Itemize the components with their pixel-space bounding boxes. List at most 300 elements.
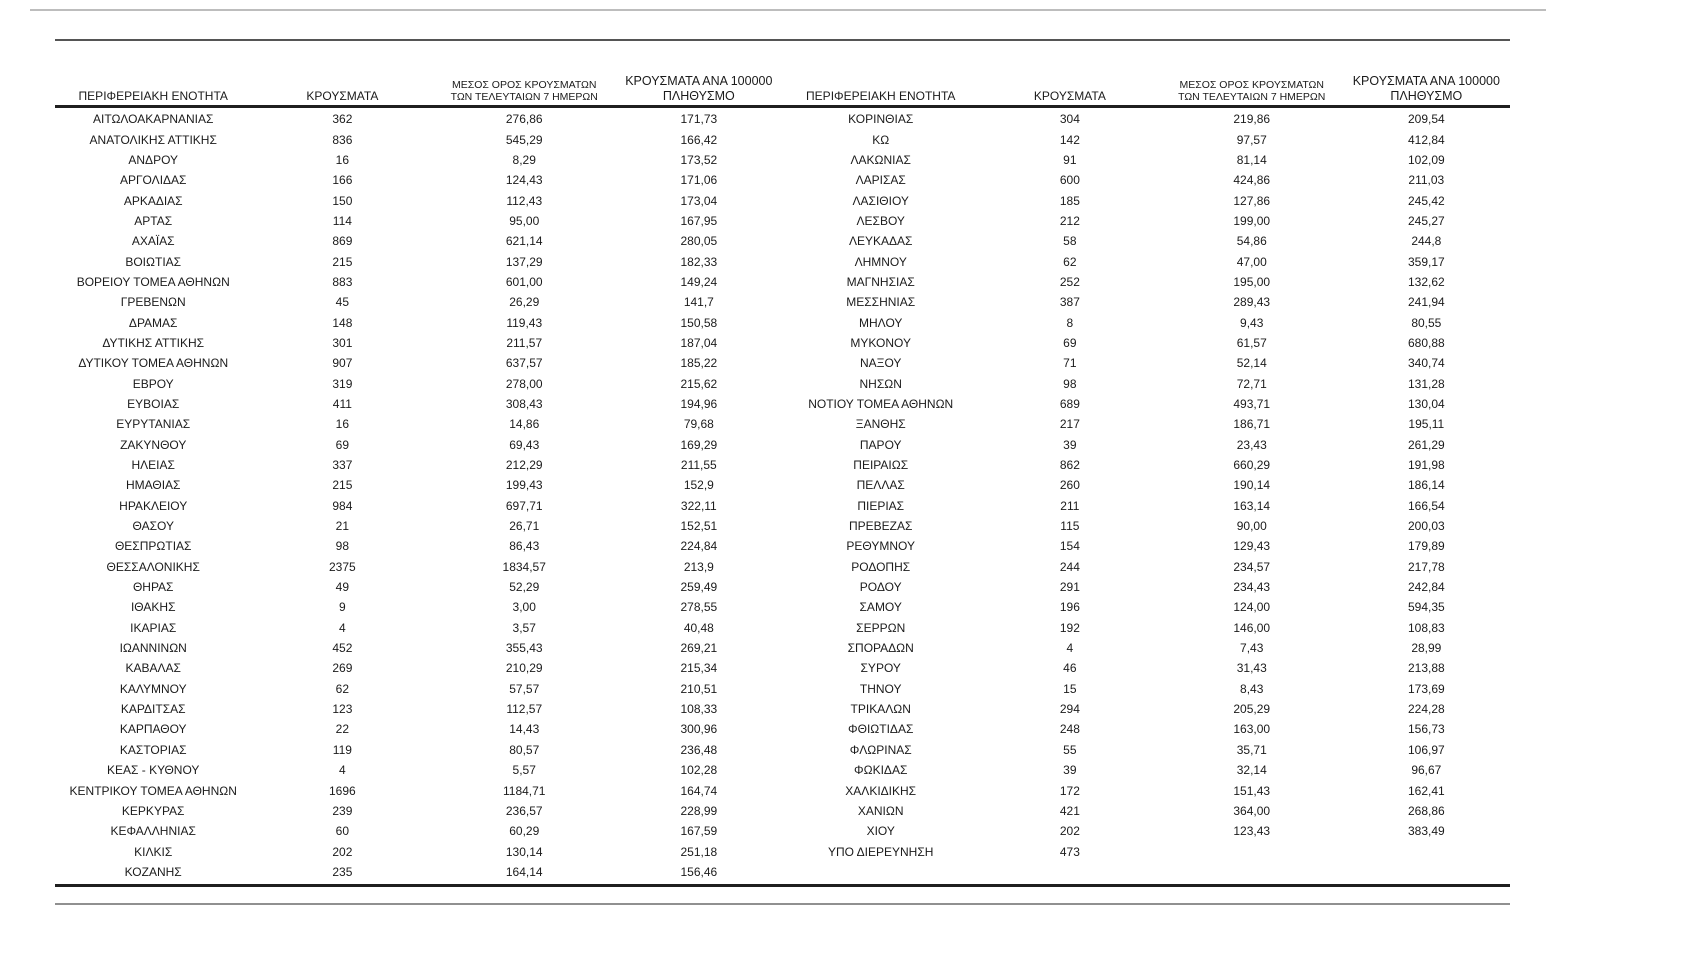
table-row	[783, 780, 1511, 800]
cases-value: 304	[1059, 112, 1080, 127]
avg7-value: 493,71	[1233, 396, 1271, 411]
region-name: ΚΕΝΤΡΙΚΟΥ ΤΟΜΕΑ ΑΘΗΝΩΝ	[69, 783, 237, 798]
region-name: ΚΟΡΙΝΘΙΑΣ	[848, 112, 914, 127]
region-name: ΞΑΝΘΗΣ	[855, 417, 906, 432]
per100k-value: 217,78	[1407, 559, 1445, 574]
per100k-value: 130,04	[1407, 396, 1445, 411]
per100k-value: 156,73	[1407, 722, 1445, 737]
cases-value: 69	[1063, 335, 1077, 350]
table-row	[783, 373, 1511, 393]
region-name: ΦΩΚΙΔΑΣ	[854, 763, 908, 778]
avg7-value: 61,57	[1236, 335, 1267, 350]
region-name: ΒΟΙΩΤΙΑΣ	[125, 254, 182, 269]
region-name: ΦΛΩΡΙΝΑΣ	[849, 742, 912, 757]
per100k-value: 173,52	[680, 152, 718, 167]
col-header-region: ΠΕΡΙΦΕΡΕΙΑΚΗ ΕΝΟΤΗΤΑ	[78, 89, 228, 103]
region-name: ΛΕΥΚΑΔΑΣ	[848, 234, 913, 249]
avg7-value: 31,43	[1236, 661, 1267, 676]
cases-value: 411	[332, 396, 352, 411]
cases-value: 39	[1063, 763, 1077, 778]
cases-value: 172	[1059, 783, 1080, 798]
avg7-value: 112,57	[506, 702, 543, 717]
cases-value: 387	[1059, 295, 1080, 310]
table-row	[783, 312, 1511, 332]
avg7-value: 199,43	[505, 478, 543, 493]
footer-divider	[55, 903, 1510, 905]
per100k-value: 141,7	[683, 295, 714, 310]
per100k-value: 186,14	[1407, 478, 1445, 493]
avg7-value: 164,14	[505, 864, 543, 879]
cases-value: 46	[1063, 661, 1077, 676]
cases-value: 166	[332, 173, 353, 188]
table-row	[55, 251, 783, 271]
per100k-value: 224,84	[680, 539, 718, 554]
table-row	[55, 740, 783, 760]
col-header-avg7	[1161, 79, 1343, 103]
avg7-value: 95,00	[509, 213, 540, 228]
cases-value: 211	[1060, 498, 1080, 513]
region-name: ΡΟΔΟΠΗΣ	[851, 559, 911, 574]
per100k-value: 412,84	[1407, 132, 1445, 147]
table-row	[783, 699, 1511, 719]
region-name: ΛΑΚΩΝΙΑΣ	[850, 152, 911, 167]
avg7-value: 86,43	[509, 539, 540, 554]
per100k-value: 96,67	[1411, 763, 1442, 778]
cases-value: 836	[332, 132, 353, 147]
cases-value: 4	[339, 763, 346, 778]
avg7-value: 1834,57	[502, 559, 546, 574]
avg7-value: 32,14	[1236, 763, 1267, 778]
table-row	[783, 170, 1511, 190]
region-name: ΜΗΛΟΥ	[859, 315, 903, 330]
region-name: ΠΕΛΛΑΣ	[856, 478, 905, 493]
per100k-value: 359,17	[1407, 254, 1445, 269]
region-name: ΑΝΔΡΟΥ	[128, 152, 179, 167]
per100k-value: 259,49	[680, 580, 718, 595]
table-row	[55, 679, 783, 699]
avg7-value: 278,00	[505, 376, 543, 391]
cases-value: 22	[335, 722, 350, 737]
region-name: ΓΡΕΒΕΝΩΝ	[120, 295, 186, 310]
per100k-value: 171,06	[680, 173, 718, 188]
table-row	[783, 719, 1511, 739]
region-name: ΗΡΑΚΛΕΙΟΥ	[119, 498, 188, 513]
table-row	[55, 862, 783, 882]
table-row	[783, 272, 1511, 292]
table-row	[783, 414, 1511, 434]
avg7-value: 3,57	[512, 620, 536, 635]
region-name: ΕΒΡΟΥ	[132, 376, 174, 391]
region-name: ΘΑΣΟΥ	[132, 519, 174, 534]
region-name: ΡΕΘΥΜΝΟΥ	[846, 539, 915, 554]
per100k-value: 383,49	[1407, 824, 1445, 839]
table-row	[783, 577, 1511, 597]
per100k-value: 215,34	[680, 661, 718, 676]
per100k-value: 80,55	[1411, 315, 1442, 330]
region-name: ΠΙΕΡΙΑΣ	[857, 498, 905, 513]
cases-value: 291	[1059, 580, 1080, 595]
region-name: ΚΑΡΠΑΘΟΥ	[119, 722, 187, 737]
avg7-value: 637,57	[505, 356, 543, 371]
cases-value: 337	[332, 458, 353, 473]
table-row	[55, 597, 783, 617]
regional-cases-table	[55, 52, 1510, 882]
per100k-value: 244,8	[1411, 234, 1442, 249]
table-row	[55, 821, 783, 841]
cases-value: 862	[1059, 458, 1080, 473]
table-row	[783, 658, 1511, 678]
avg7-value: 163,00	[1233, 722, 1271, 737]
region-name: ΑΡΚΑΔΙΑΣ	[123, 193, 183, 208]
cases-value: 71	[1063, 356, 1077, 371]
avg7-value: 90,00	[1236, 519, 1267, 534]
per100k-value: 213,88	[1407, 661, 1445, 676]
region-name: ΧΑΛΚΙΔΙΚΗΣ	[845, 783, 917, 798]
avg7-value: 54,86	[1236, 234, 1267, 249]
table-row	[783, 740, 1511, 760]
per100k-value: 167,95	[680, 213, 718, 228]
table-row	[55, 373, 783, 393]
table-row	[55, 435, 783, 455]
region-name: ΗΛΕΙΑΣ	[131, 458, 175, 473]
cases-value: 260	[1059, 478, 1080, 493]
table-row	[783, 435, 1511, 455]
region-name: ΚΙΛΚΙΣ	[134, 844, 173, 859]
avg7-value: 60,29	[509, 824, 540, 839]
cases-value: 421	[1059, 803, 1080, 818]
cases-value: 9	[339, 600, 346, 615]
cases-value: 244	[1059, 559, 1080, 574]
per100k-value: 173,04	[680, 193, 718, 208]
per100k-value: 209,54	[1407, 112, 1445, 127]
region-name: ΚΑΡΔΙΤΣΑΣ	[120, 702, 186, 717]
per100k-value: 156,46	[680, 864, 718, 879]
cases-value: 248	[1059, 722, 1080, 737]
per100k-value: 131,28	[1407, 376, 1445, 391]
per100k-value: 322,11	[680, 498, 717, 513]
table-row	[783, 333, 1511, 353]
per100k-value: 152,9	[683, 478, 714, 493]
per100k-value: 102,28	[680, 763, 718, 778]
per100k-value: 213,9	[683, 559, 714, 574]
avg7-value: 205,29	[1233, 702, 1271, 717]
avg7-value: 23,43	[1236, 437, 1267, 452]
region-name: ΔΥΤΙΚΟΥ ΤΟΜΕΑ ΑΘΗΝΩΝ	[78, 356, 229, 371]
table-row	[55, 760, 783, 780]
avg7-value: 137,29	[505, 254, 543, 269]
per100k-value: 680,88	[1407, 335, 1445, 350]
avg7-value: 424,86	[1233, 173, 1271, 188]
avg7-value: 545,29	[505, 132, 543, 147]
cases-value: 114	[332, 213, 352, 228]
avg7-value: 8,29	[512, 152, 536, 167]
cases-value: 869	[332, 234, 353, 249]
table-row	[783, 394, 1511, 414]
avg7-value: 129,43	[1233, 539, 1271, 554]
col-header-per100k-line1: ΚΡΟΥΣΜΑΤΑ ΑΝΑ 100000	[1352, 74, 1500, 88]
cases-value: 235	[332, 864, 353, 879]
per100k-value: 185,22	[680, 356, 718, 371]
table-row	[783, 251, 1511, 271]
avg7-value: 151,43	[1233, 783, 1271, 798]
table-row	[55, 618, 783, 638]
per100k-value: 171,73	[680, 112, 718, 127]
per100k-value: 200,03	[1407, 519, 1445, 534]
table-row	[55, 780, 783, 800]
table-left-half	[55, 52, 783, 882]
cases-value: 91	[1063, 152, 1077, 167]
per100k-value: 280,05	[680, 234, 718, 249]
region-name: ΜΥΚΟΝΟΥ	[850, 335, 911, 350]
per100k-value: 269,21	[680, 641, 718, 656]
table-body-left	[55, 105, 783, 882]
region-name: ΔΡΑΜΑΣ	[128, 315, 178, 330]
avg7-value: 52,14	[1236, 356, 1267, 371]
avg7-value: 289,43	[1233, 295, 1271, 310]
per100k-value: 166,54	[1407, 498, 1445, 513]
cases-value: 115	[1060, 519, 1080, 534]
region-name: ΣΕΡΡΩΝ	[856, 620, 906, 635]
cases-value: 362	[332, 112, 353, 127]
per100k-value: 245,42	[1407, 193, 1445, 208]
table-row	[55, 333, 783, 353]
region-name: ΕΥΒΟΙΑΣ	[127, 396, 180, 411]
table-row	[783, 841, 1511, 861]
cases-value: 239	[332, 803, 353, 818]
cases-value: 39	[1063, 437, 1077, 452]
region-name: ΚΑΒΑΛΑΣ	[125, 661, 181, 676]
avg7-value: 80,57	[509, 742, 540, 757]
per100k-value: 215,62	[680, 376, 718, 391]
cases-value: 185	[1059, 193, 1080, 208]
region-name: ΑΝΑΤΟΛΙΚΗΣ ΑΤΤΙΚΗΣ	[89, 132, 217, 147]
cases-value: 62	[335, 681, 350, 696]
cases-value: 45	[335, 295, 350, 310]
region-name: ΛΑΣΙΘΙΟΥ	[852, 193, 909, 208]
per100k-value: 162,41	[1407, 783, 1445, 798]
per100k-value: 241,94	[1407, 295, 1445, 310]
cases-value: 154	[1059, 539, 1080, 554]
cases-value: 473	[1059, 844, 1080, 859]
cases-value: 907	[332, 356, 353, 371]
per100k-value: 210,51	[680, 681, 718, 696]
avg7-value: 14,43	[509, 722, 540, 737]
per100k-value: 187,04	[680, 335, 718, 350]
avg7-value: 1184,71	[502, 783, 546, 798]
cases-value: 252	[1059, 274, 1080, 289]
region-name: ΕΥΡΥΤΑΝΙΑΣ	[116, 417, 191, 432]
cases-value: 319	[332, 376, 353, 391]
avg7-value: 52,29	[509, 580, 540, 595]
per100k-value: 195,11	[1408, 417, 1445, 432]
avg7-value: 72,71	[1236, 376, 1267, 391]
avg7-value: 697,71	[505, 498, 543, 513]
region-name: ΣΠΟΡΑΔΩΝ	[847, 641, 914, 656]
avg7-value: 234,57	[1233, 559, 1271, 574]
cases-value: 62	[1063, 254, 1077, 269]
region-name: ΜΑΓΝΗΣΙΑΣ	[846, 274, 915, 289]
region-name: ΘΕΣΣΑΛΟΝΙΚΗΣ	[106, 559, 200, 574]
table-row	[55, 150, 783, 170]
per100k-value: 150,58	[680, 315, 718, 330]
avg7-value: 621,14	[505, 234, 543, 249]
region-name: ΠΡΕΒΕΖΑΣ	[848, 519, 913, 534]
col-header-per100k-line2: ΠΛΗΘΥΣΜΟ	[662, 88, 735, 103]
table-right-half	[783, 52, 1511, 882]
avg7-value: 119,43	[506, 315, 543, 330]
table-row	[55, 496, 783, 516]
cases-value: 119	[332, 742, 352, 757]
per100k-value: 194,96	[680, 396, 718, 411]
table-row	[783, 679, 1511, 699]
table-row	[55, 312, 783, 332]
table-row	[55, 699, 783, 719]
cases-value: 49	[335, 580, 350, 595]
region-name: ΚΕΦΑΛΛΗΝΙΑΣ	[110, 824, 196, 839]
per100k-value: 268,86	[1407, 803, 1445, 818]
cases-value: 217	[1059, 417, 1080, 432]
cases-value: 600	[1059, 173, 1080, 188]
avg7-value: 186,71	[1233, 417, 1271, 432]
per100k-value: 300,96	[680, 722, 718, 737]
per100k-value: 228,99	[680, 803, 718, 818]
table-row	[783, 353, 1511, 373]
per100k-value: 245,27	[1407, 213, 1445, 228]
per100k-value: 594,35	[1407, 600, 1445, 615]
cases-value: 8	[1066, 315, 1074, 330]
table-row	[55, 414, 783, 434]
avg7-value: 660,29	[1233, 458, 1271, 473]
region-name: ΑΡΤΑΣ	[134, 213, 173, 228]
cases-value: 69	[335, 437, 350, 452]
region-name: ΚΕΡΚΥΡΑΣ	[121, 803, 185, 818]
per100k-value: 191,98	[1407, 458, 1445, 473]
per100k-value: 167,59	[680, 824, 718, 839]
cases-value: 689	[1059, 396, 1080, 411]
cases-value: 16	[335, 152, 350, 167]
table-header-left	[55, 52, 783, 105]
cases-value: 98	[335, 539, 350, 554]
region-name: ΑΧΑΪΑΣ	[131, 234, 175, 249]
per100k-value: 166,42	[680, 132, 718, 147]
col-header-per100k-line1: ΚΡΟΥΣΜΑΤΑ ΑΝΑ 100000	[625, 74, 773, 88]
per100k-value: 28,99	[1411, 641, 1442, 656]
table-row	[783, 638, 1511, 658]
region-name: ΘΕΣΠΡΩΤΙΑΣ	[114, 539, 192, 554]
region-name: ΠΑΡΟΥ	[859, 437, 902, 452]
avg7-value: 308,43	[505, 396, 543, 411]
region-name: ΥΠΟ ΔΙΕΡΕΥΝΗΣΗ	[827, 844, 934, 859]
cases-value: 202	[1059, 824, 1080, 839]
table-row	[783, 455, 1511, 475]
region-name: ΜΕΣΣΗΝΙΑΣ	[846, 295, 916, 310]
cases-value: 1696	[329, 783, 356, 798]
region-name: ΚΑΣΤΟΡΙΑΣ	[119, 742, 187, 757]
avg7-value: 35,71	[1236, 742, 1267, 757]
region-name: ΠΕΙΡΑΙΩΣ	[853, 458, 909, 473]
avg7-value: 236,57	[505, 803, 543, 818]
per100k-value: 179,89	[1407, 539, 1445, 554]
per100k-value: 261,29	[1407, 437, 1445, 452]
region-name: ΤΡΙΚΑΛΩΝ	[850, 702, 911, 717]
per100k-value: 132,62	[1407, 274, 1445, 289]
table-row	[55, 394, 783, 414]
table-row	[55, 272, 783, 292]
table-row	[783, 597, 1511, 617]
table-row	[55, 658, 783, 678]
avg7-value: 123,43	[1233, 824, 1271, 839]
avg7-value: 364,00	[1233, 803, 1271, 818]
cases-value: 883	[332, 274, 353, 289]
table-row	[55, 455, 783, 475]
cases-value: 55	[1063, 742, 1077, 757]
avg7-value: 146,00	[1233, 620, 1271, 635]
avg7-value: 69,43	[509, 437, 540, 452]
avg7-value: 3,00	[512, 600, 536, 615]
table-row	[783, 475, 1511, 495]
region-name: ΖΑΚΥΝΘΟΥ	[120, 437, 187, 452]
cases-value: 15	[1063, 681, 1077, 696]
per100k-value: 40,48	[683, 620, 714, 635]
per100k-value: 211,03	[1408, 173, 1445, 188]
table-row	[783, 801, 1511, 821]
region-name: ΚΑΛΥΜΝΟΥ	[119, 681, 187, 696]
table-row	[55, 475, 783, 495]
region-name: ΛΗΜΝΟΥ	[854, 254, 907, 269]
table-row	[55, 231, 783, 251]
cases-value: 2375	[329, 559, 356, 574]
avg7-value: 211,57	[506, 335, 543, 350]
avg7-value: 210,29	[505, 661, 543, 676]
avg7-value: 199,00	[1233, 213, 1271, 228]
per100k-value: 236,48	[680, 742, 718, 757]
region-name: ΚΟΖΑΝΗΣ	[124, 864, 182, 879]
table-row	[783, 536, 1511, 556]
col-header-per100k	[1343, 74, 1510, 103]
cases-value: 202	[332, 844, 353, 859]
avg7-value: 124,00	[1233, 600, 1271, 615]
col-header-avg7-line1: ΜΕΣΟΣ ΟΡΟΣ ΚΡΟΥΣΜΑΤΩΝ	[1179, 79, 1324, 91]
region-name: ΤΗΝΟΥ	[859, 681, 902, 696]
table-row	[55, 577, 783, 597]
cases-value: 60	[335, 824, 350, 839]
avg7-value: 355,43	[505, 641, 543, 656]
table-row	[783, 211, 1511, 231]
region-name: ΝΑΞΟΥ	[860, 356, 902, 371]
cases-value: 984	[332, 498, 353, 513]
table-row	[55, 638, 783, 658]
avg7-value: 195,00	[1233, 274, 1271, 289]
avg7-value: 601,00	[505, 274, 543, 289]
table-row	[55, 353, 783, 373]
upper-table-divider	[55, 39, 1510, 41]
per100k-value: 173,69	[1407, 681, 1445, 696]
region-name: ΚΕΑΣ - ΚΥΘΝΟΥ	[107, 763, 200, 778]
per100k-value: 108,83	[1407, 620, 1445, 635]
avg7-value: 26,29	[509, 295, 540, 310]
avg7-value: 127,86	[1233, 193, 1271, 208]
region-name: ΧΙΟΥ	[866, 824, 895, 839]
per100k-value: 164,74	[680, 783, 718, 798]
col-header-cases: ΚΡΟΥΣΜΑΤΑ	[1033, 89, 1106, 103]
avg7-value: 163,14	[1233, 498, 1271, 513]
avg7-value: 14,86	[509, 417, 540, 432]
table-row	[55, 211, 783, 231]
cases-value: 452	[332, 641, 353, 656]
table-row	[783, 190, 1511, 210]
avg7-value: 81,14	[1236, 152, 1267, 167]
cases-value: 123	[332, 702, 353, 717]
